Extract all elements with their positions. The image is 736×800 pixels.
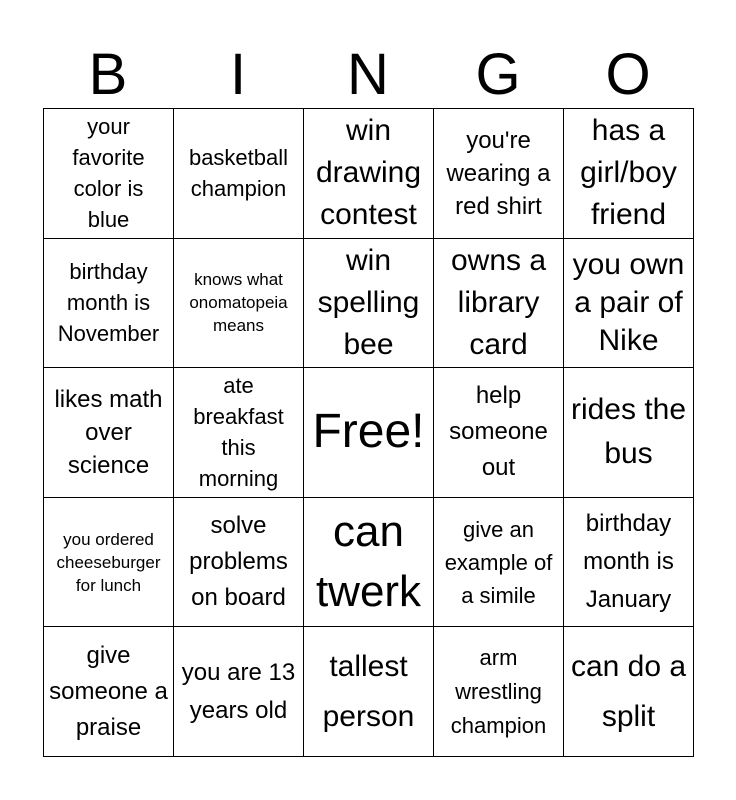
bingo-cell-text: ate breakfast this morning [193, 373, 284, 492]
bingo-cell[interactable] [434, 239, 564, 369]
bingo-cell-text: tallest person [322, 649, 415, 733]
bingo-cell-text: you are 13 years old [181, 658, 296, 724]
bingo-cell-text: give someone a praise [49, 641, 168, 741]
bingo-cell[interactable] [564, 627, 694, 757]
bingo-cell-text: you're wearing a red shirt [446, 126, 551, 220]
bingo-cell-text: arm wrestling champion [450, 644, 547, 738]
bingo-cell-text: can twerk [315, 507, 422, 617]
bingo-cell[interactable] [434, 368, 564, 498]
bingo-cell[interactable] [434, 109, 564, 239]
bingo-cell-text: owns a library card [450, 243, 547, 361]
bingo-cell[interactable] [304, 498, 434, 628]
bingo-cell[interactable] [434, 627, 564, 757]
header-letter-o: O [605, 42, 651, 107]
bingo-cell-text: rides the bus [570, 393, 687, 471]
bingo-board [43, 108, 694, 757]
bingo-cell-text: birthday month is January [583, 510, 674, 614]
header-letter-i: I [229, 42, 247, 107]
bingo-cell-text: you ordered cheeseburger for lunch [56, 529, 161, 595]
bingo-cell-text: has a girl/boy friend [580, 114, 677, 232]
bingo-cell-text: likes math over science [54, 385, 163, 479]
header-letter-b: B [88, 42, 128, 107]
bingo-cell[interactable] [304, 239, 434, 369]
bingo-cell[interactable] [44, 627, 174, 757]
bingo-cell-text: you own a pair of Nike [572, 247, 685, 357]
bingo-cell-text: birthday month is November [57, 259, 160, 347]
bingo-cell[interactable] [44, 498, 174, 628]
bingo-cell-text: basketball champion [188, 145, 289, 202]
bingo-cell[interactable] [304, 627, 434, 757]
free-space[interactable] [304, 368, 434, 498]
free-space-text: Free! [312, 405, 425, 459]
bingo-cell[interactable] [304, 109, 434, 239]
bingo-cell[interactable] [44, 239, 174, 369]
bingo-cell-text: give an example of a simile [444, 516, 553, 608]
bingo-cell-text: knows what onomatopeia means [189, 270, 288, 336]
bingo-cell[interactable] [174, 368, 304, 498]
bingo-cell[interactable] [174, 239, 304, 369]
bingo-cell-text: win drawing contest [315, 114, 422, 232]
bingo-cell[interactable] [44, 368, 174, 498]
header-letter-n: N [347, 42, 389, 107]
bingo-cell[interactable] [174, 498, 304, 628]
header-letter-g: G [475, 42, 521, 107]
bingo-cell-text: your favorite color is blue [72, 114, 145, 233]
bingo-cell-text: can do a split [570, 649, 687, 733]
bingo-cell-text: win spelling bee [317, 243, 420, 361]
bingo-cell[interactable] [434, 498, 564, 628]
bingo-cell[interactable] [564, 498, 694, 628]
bingo-cell[interactable] [564, 239, 694, 369]
bingo-cell-text: help someone out [449, 382, 548, 482]
bingo-cell[interactable] [174, 109, 304, 239]
bingo-cell[interactable] [564, 109, 694, 239]
bingo-cell-text: solve problems on board [189, 512, 288, 612]
bingo-cell[interactable] [564, 368, 694, 498]
bingo-header [43, 40, 693, 110]
bingo-cell[interactable] [44, 109, 174, 239]
bingo-cell[interactable] [174, 627, 304, 757]
